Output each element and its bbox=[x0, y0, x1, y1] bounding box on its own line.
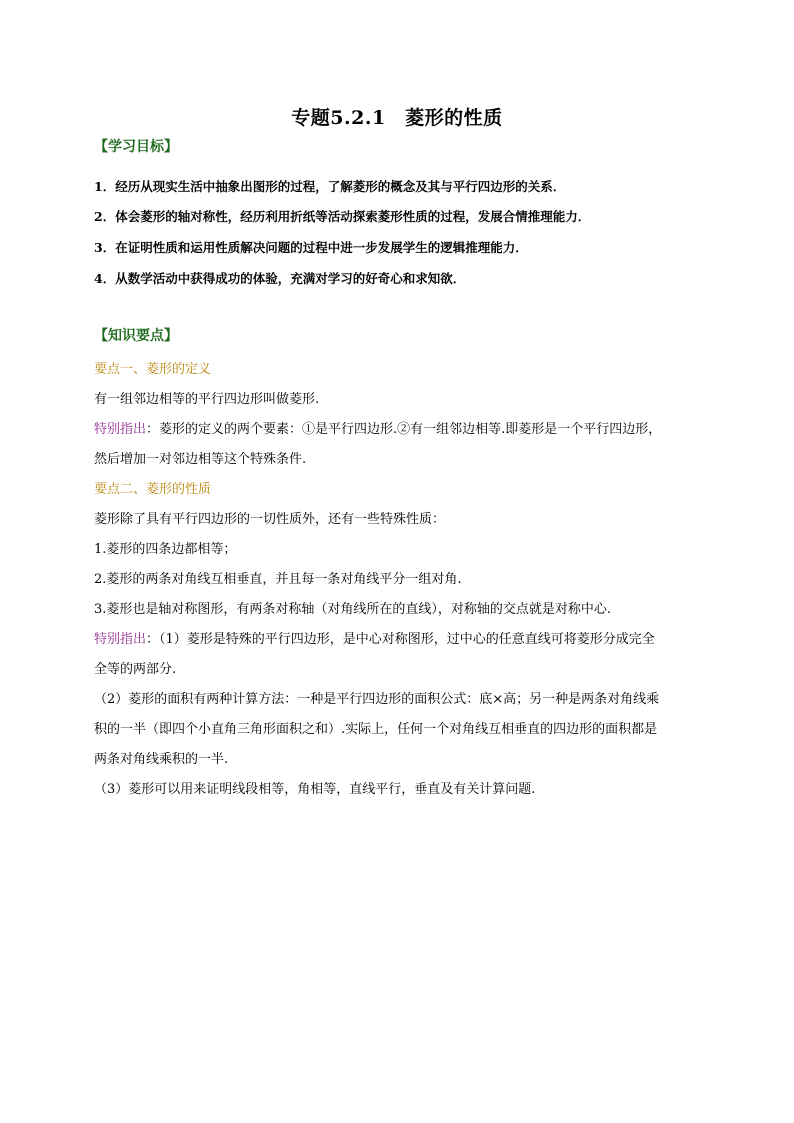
point1-note-line2: 然后增加一对邻边相等这个特殊条件. bbox=[94, 452, 307, 467]
point2-note2-line2: 积的一半（即四个小直角三角形面积之和）.实际上，任何一个对角线互相垂直的四边形的面积都是 bbox=[94, 722, 658, 737]
learning-goals-heading: 【学习目标】 bbox=[94, 139, 178, 155]
point1-note-text: ：菱形的定义的两个要素：①是平行四边形.②有一组邻边相等.即菱形是一个平行四边形， bbox=[146, 422, 662, 437]
knowledge-body bbox=[94, 355, 706, 805]
point2-note-text: ：（1）菱形是特殊的平行四边形，是中心对称图形，过中心的任意直线可将菱形分成完全 bbox=[146, 632, 655, 647]
point2-note-line1 bbox=[94, 625, 706, 655]
goal-item-2: 2．体会菱形的轴对称性，经历利用折纸等活动探索菱形性质的过程，发展合情推理能力． bbox=[94, 209, 591, 224]
point1-note-label: 特别指出 bbox=[94, 422, 147, 437]
point2-note-label: 特别指出 bbox=[94, 632, 147, 647]
point2-item-2: 2.菱形的两条对角线互相垂直，并且每一条对角线平分一组对角. bbox=[94, 572, 462, 587]
point1-text: 有一组邻边相等的平行四边形叫做菱形. bbox=[94, 392, 320, 407]
point2-note3: （3）菱形可以用来证明线段相等，角相等，直线平行，垂直及有关计算问题. bbox=[94, 782, 536, 797]
point2-note-line2: 全等的两部分. bbox=[94, 662, 177, 677]
point2-title: 要点二、菱形的性质 bbox=[94, 482, 212, 497]
goal-item-4: 4．从数学活动中获得成功的体验，充满对学习的好奇心和求知欲． bbox=[94, 271, 466, 286]
point2-item-1: 1.菱形的四条边都相等； bbox=[94, 542, 237, 557]
goal-item-1: 1．经历从现实生活中抽象出图形的过程，了解菱形的概念及其与平行四边形的关系． bbox=[94, 179, 566, 194]
point2-item-3: 3.菱形也是轴对称图形，有两条对称轴（对角线所在的直线），对称轴的交点就是对称中心. bbox=[94, 602, 612, 617]
point2-note2-line1: （2）菱形的面积有两种计算方法：一种是平行四边形的面积公式：底×高；另一种是两条对角线乘 bbox=[94, 692, 660, 707]
point1-note-line1 bbox=[94, 415, 706, 445]
knowledge-heading: 【知识要点】 bbox=[94, 328, 178, 344]
point2-intro: 菱形除了具有平行四边形的一切性质外，还有一些特殊性质： bbox=[94, 512, 446, 527]
page-title: 专题5.2.1 菱形的性质 bbox=[291, 107, 503, 129]
point2-note2-line3: 两条对角线乘积的一半. bbox=[94, 752, 229, 767]
point1-title: 要点一、菱形的定义 bbox=[94, 362, 212, 377]
goal-item-3: 3．在证明性质和运用性质解决问题的过程中进一步发展学生的逻辑推理能力． bbox=[94, 240, 528, 255]
